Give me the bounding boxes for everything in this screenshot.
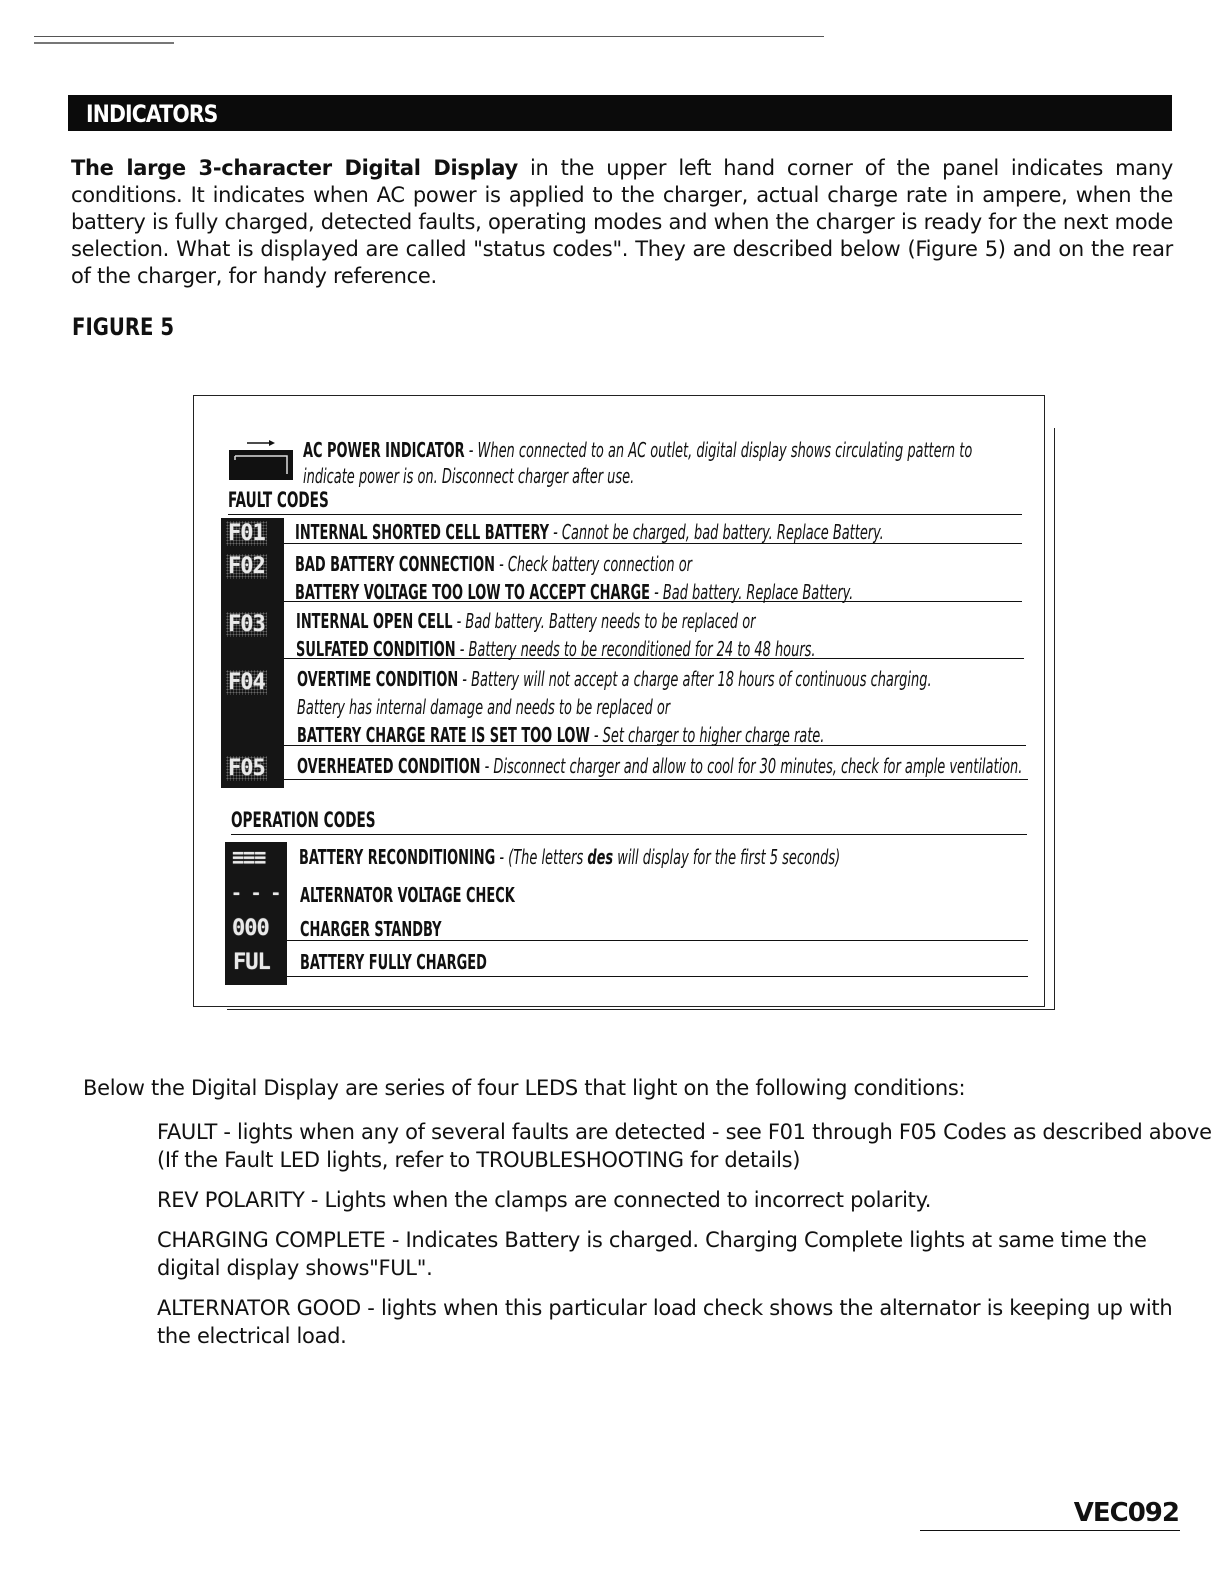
led-item-rev-polarity: REV POLARITY - Lights when the clamps are connected to incorrect polarity. xyxy=(157,1188,932,1212)
row-divider xyxy=(287,940,1028,941)
operation-row-alternator: ALTERNATOR VOLTAGE CHECK xyxy=(300,883,515,907)
operation-row-fully-charged: BATTERY FULLY CHARGED xyxy=(300,950,487,974)
row-divider xyxy=(284,543,1022,544)
led-item-alternator-good: ALTERNATOR GOOD - lights when this particular load check shows the alternator is keeping up with the electrical load. xyxy=(157,1296,1173,1348)
fault-heading-rule xyxy=(228,514,1022,515)
top-rule-accent xyxy=(34,42,174,44)
led-item-fault: FAULT - lights when any of several faults are detected - see F01 through F05 Codes as described above (If the Fault LED lights, refer to TROUBLESHOOTING for details) xyxy=(157,1120,1212,1172)
intro-paragraph xyxy=(71,155,1173,290)
fault-code-badge: F02 xyxy=(228,554,265,579)
ac-power-display-icon xyxy=(229,440,293,480)
top-rule xyxy=(34,36,824,37)
operation-code-badge: - - - xyxy=(231,883,281,904)
intro-lead: The large 3-character Digital Display xyxy=(71,156,518,180)
fault-row-f02: BAD BATTERY CONNECTION - Check battery connection or BATTERY VOLTAGE TOO LOW TO ACCEPT CHARGE - Bad battery. Replace Battery. xyxy=(295,552,854,604)
fault-code-badge: F03 xyxy=(228,612,265,637)
fault-code-badge: F05 xyxy=(228,756,265,781)
leds-intro: Below the Digital Display are series of four LEDS that light on the following conditions: xyxy=(83,1076,966,1100)
ac-power-label: AC POWER INDICATOR xyxy=(303,438,465,462)
led-item-charging-complete: CHARGING COMPLETE - Indicates Battery is charged. Charging Complete lights at same time the digital display shows"FUL". xyxy=(157,1228,1147,1280)
section-title: INDICATORS xyxy=(86,100,218,128)
fault-row-f05: OVERHEATED CONDITION - Disconnect charger and allow to cool for 30 minutes, check for ample ventilation. xyxy=(297,754,1023,778)
fault-row-f01: INTERNAL SHORTED CELL BATTERY - Cannot be charged, bad battery. Replace Battery. xyxy=(295,520,884,544)
ac-power-desc-2: indicate power is on. Disconnect charger after use. xyxy=(303,464,635,488)
fault-code-badge: F01 xyxy=(228,521,265,546)
page-code: VEC092 xyxy=(1073,1498,1179,1528)
fault-codes-heading: FAULT CODES xyxy=(228,488,329,512)
row-divider xyxy=(284,779,1028,780)
row-divider xyxy=(284,658,1024,659)
operation-row-standby: CHARGER STANDBY xyxy=(300,917,442,941)
operation-code-badge: 000 xyxy=(232,916,269,941)
section-header-bar xyxy=(68,95,1172,131)
fault-row-f03: INTERNAL OPEN CELL - Bad battery. Battery needs to be replaced or SULFATED CONDITION - Battery needs to be reconditioned for 24 to 48 hours. xyxy=(296,609,816,661)
fault-row-f04: OVERTIME CONDITION - Battery will not accept a charge after 18 hours of continuous charging. Battery has internal damage and needs to be replaced or BATTERY CHARGE RATE IS SET TOO LOW - Set charger to higher charge rate. xyxy=(297,667,932,747)
row-divider xyxy=(287,976,1028,977)
operation-row-reconditioning: BATTERY RECONDITIONING - (The letters des will display for the first 5 seconds) xyxy=(299,845,841,869)
operation-codes-heading: OPERATION CODES xyxy=(231,808,376,832)
ac-power-indicator xyxy=(303,437,1224,489)
ac-power-desc-1: - When connected to an AC outlet, digital display shows circulating pattern to xyxy=(464,438,973,462)
operation-heading-rule xyxy=(231,834,1027,835)
row-divider xyxy=(284,601,1022,602)
operation-code-badge: ≡≡≡ xyxy=(232,845,266,869)
led-list xyxy=(157,1118,1224,1362)
fault-code-badge: F04 xyxy=(228,670,265,695)
operation-code-badge: FUL xyxy=(233,950,270,975)
row-divider xyxy=(284,745,1026,746)
figure-title: FIGURE 5 xyxy=(72,313,175,341)
intro-body: in the upper left hand corner of the panel indicates many conditions. It indicates when AC power is applied to the charger, actual charge rate in ampere, when the battery is fully charged, detected faults, operating modes and when the charger is ready for the next mode selection. What is displayed are called "status codes". They are described below (Figure 5) and on the rear of the charger, for handy reference. xyxy=(71,156,1173,288)
page-footer-rule xyxy=(920,1530,1180,1531)
